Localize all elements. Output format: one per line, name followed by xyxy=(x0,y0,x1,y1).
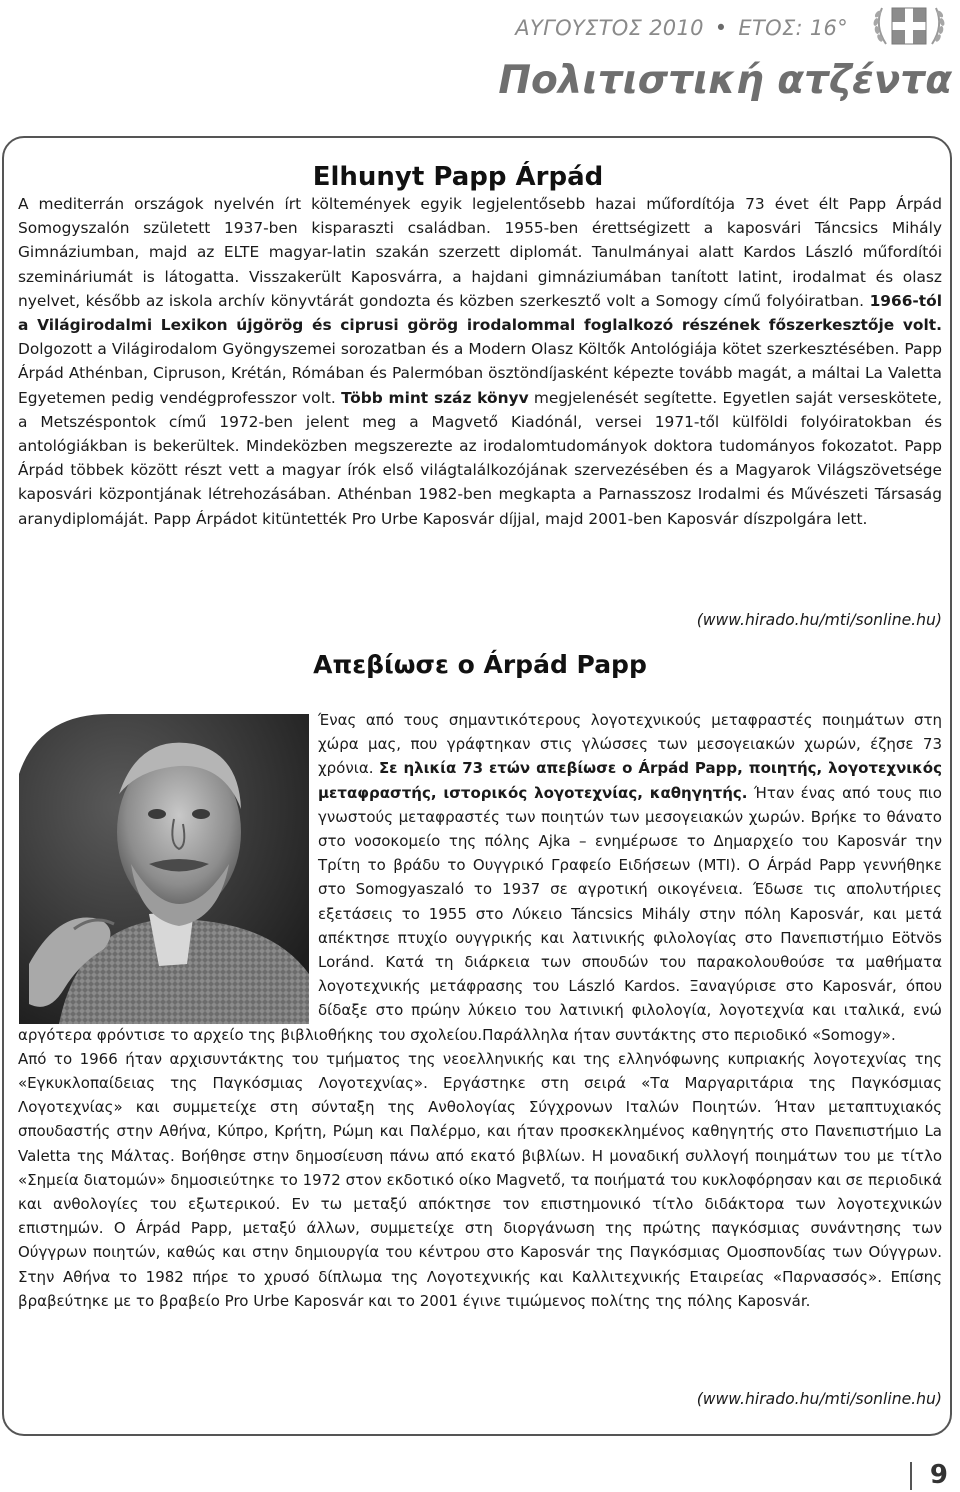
hu-text-part: A mediterrán országok nyelvén írt költemények egyik legjelentősebb hazai műfordítója 73 évet élt Papp Árpád Somogyszalón született 1937-ben kisparaszti családban. 1955-ben érettségizett a kaposvári Táncsics Mihály Gimnáziumban, majd az ELTE magyar-latin szakán szerzett diplomát. Tanulmányai alatt Kardos László műfordítói szemináriumát is látogatta. Visszakerült Kaposvárra, a hajdani gimnáziumában tanított latint, irodalmat és olasz nyelvet, később az iskola archív könyvtárát gondozta és közben szerkesztő volt a Somogy című folyóiratban. xyxy=(18,195,942,310)
greek-article-body xyxy=(18,708,942,1313)
issue-date: ΑΥΓΟΥΣΤΟΣ 2010 xyxy=(515,16,704,40)
hu-text-bold: Több mint száz könyv xyxy=(341,388,529,407)
date-separator: • xyxy=(714,16,728,40)
page-number: 9 xyxy=(929,1460,948,1490)
hungarian-article-body xyxy=(18,192,942,531)
greek-article-title: Απεβίωσε ο Árpád Papp xyxy=(313,650,647,679)
gr-text-part: Ένας από τους σημαντικότερους λογοτεχνικούς μεταφραστές ποιημάτων στη χώρα μας, που γράφτηκαν στις γλώσσες των μεσογειακών χωρών, έζησε 73 χρόνια. xyxy=(318,711,942,778)
gr-text-part: Ήταν ένας από τους πιο γνωστούς μεταφραστές των ποιητών των μεσογειακών χωρών. Βρήκε το θάνατο στο νοσοκομείο της πόλης Ajka – ενημέρωσε το Δημαρχείο του Kaposvár την Τρίτη το βράδυ το Ουγγρικό Γραφείο Ειδήσεων (MTI). Ο Árpád Papp γεννήθηκε στο Somogyaszaló το 1937 σε αγροτική οικογένεια. Έδωσε τις απολυτήριες εξετάσεις το 1955 στο Λύκειο Táncsics Mihály στην πόλη Kaposvár, και μετά απέκτησε πτυχίο ουγγρικής και λατινικής φιλολογίας στο Πανεπιστήμιο Eötvös Loránd. Κατά τη διάρκεια των σπουδών του παρακολουθούσε τα μαθήματα λογοτεχνικής μετάφρασης του László Kardos. Ξαναγύρισε στο Kaposvár, όπου δίδαξε στο πρώην λύκειο του λατινική φιλολογία, λογοτεχνία και ιταλικά, ενώ αργότερα φρόντισε το αρχείο της βιβλιοθήκης του σχολείου.Παράλληλα ήταν συντάκτης στο περιοδικό «Somogy». xyxy=(18,783,942,1044)
gr-text-bold: Σε ηλικία 73 ετών απεβίωσε ο Árpád Papp, ποιητής, λογοτεχνικός μεταφραστής, ιστορικός λογοτεχνίας, καθηγητής. xyxy=(318,759,942,802)
hu-text-part: Dolgozott a Világirodalom Gyöngyszemei sorozatban és a Modern Olasz Költők Antológiája kötet szerkesztésében. Papp Árpád Athénban, Cipruson, Krétán, Rómában és Palermóban ösztöndíjasként képezte tovább magát, a máltai La Valetta Egyetemen pedig vendégprofesszor volt. xyxy=(18,340,942,407)
section-title: Πολιτιστική ατζέντα xyxy=(498,58,952,103)
issue-year: ΕΤΟΣ: 16° xyxy=(738,16,848,40)
hu-text-bold: 1966-tól a Világirodalmi Lexikon újgörög és ciprusi görög irodalommal foglalkozó részének főszerkesztője volt. xyxy=(18,291,942,335)
page-number-divider xyxy=(910,1462,912,1490)
greek-paragraph-2: Από το 1966 ήταν αρχισυντάκτης του τμήματος της νεοελληνικής και της ελληνόφωνης κυπριακής λογοτεχνίας της «Εγκυκλοπαίδειας της Παγκόσμιας Λογοτεχνίας». Εργάστηκε στη σειρά «Τα Μαργαριτάρια της Παγκόσμιας Λογοτεχνίας» και συμμετείχε στη σύνταξη της Ανθολογίας Σύγχρονων Ιταλών Ποιητών. Ήταν μεταπτυχιακός σπουδαστής στην Αθήνα, Κύπρο, Κρήτη, Ρώμη και Παλέρμο, και ήταν προσκεκλημένος καθηγητής στο Πανεπιστήμιο La Valetta της Μάλτας. Βοήθησε στην δημοσίευση πάνω από εκατό βιβλίων. Η μοναδική συλλογή ποιημάτων του με τίτλο «Σημεία διατομών» δημοσιεύτηκε το 1972 στον εκδοτικό οίκο Magvető, τα ποιήματά του κυκλοφόρησαν και σε περιοδικά και ανθολογίες του εξωτερικού. Εν τω μεταξύ απόκτησε τον επιστημονικό τίτλο διδάκτορα των λογοτεχνικών επιστημών. Ο Árpád Papp, μεταξύ άλλων, συμμετείχε στη διοργάνωση της πρώτης παγκόσμιας συνάντησης των Ούγγρων ποιητών, καθώς και στην δημιουργία του κέντρου στο Kaposvár της Παγκόσμιας Ομοσπονδίας των Ούγγρων. Στην Αθήνα το 1982 πήρε το χρυσό δίπλωμα της Λογοτεχνικής και Καλλιτεχνικής Εταιρείας «Παρνασσός». Επίσης βραβεύτηκε με το βραβείο Pro Urbe Kaposvár και το 2001 έγινε τιμώμενος πολίτης της πόλης Kaposvár. xyxy=(18,1049,942,1310)
hungarian-article-title: Elhunyt Papp Árpád xyxy=(312,162,604,192)
hungarian-source: (www.hirado.hu/mti/sonline.hu) xyxy=(696,611,942,629)
hu-text-part: megjelenését segítette. Egyetlen saját verseskötete, a Metszéspontok című 1972-ben jelent meg a Magvető Kiadónál, versei 1971-től külföldi folyóiratokban és antológiákban is bekerültek. Mindeközben megszerezte az irodalomtudományok doktora tudományos fokozatot. Papp Árpád többek között részt vett a magyar írók első világtalálkozójának szervezésében és a Magyarok Világszövetsége kaposvári központjának létrehozásában. Athénban 1982-ben megkapta a Parnasszosz Irodalmi és Művészeti Társaság aranydiplomáját. Papp Árpádot kitüntették Pro Urbe Kaposvár díjjal, majd 2001-ben Kaposvár díszpolgára lett. xyxy=(18,388,942,528)
issue-date-line xyxy=(515,16,848,40)
greek-source: (www.hirado.hu/mti/sonline.hu) xyxy=(696,1390,942,1408)
photo-float-spacer xyxy=(18,708,318,1020)
greek-cross-laurel-emblem-icon xyxy=(868,0,950,54)
